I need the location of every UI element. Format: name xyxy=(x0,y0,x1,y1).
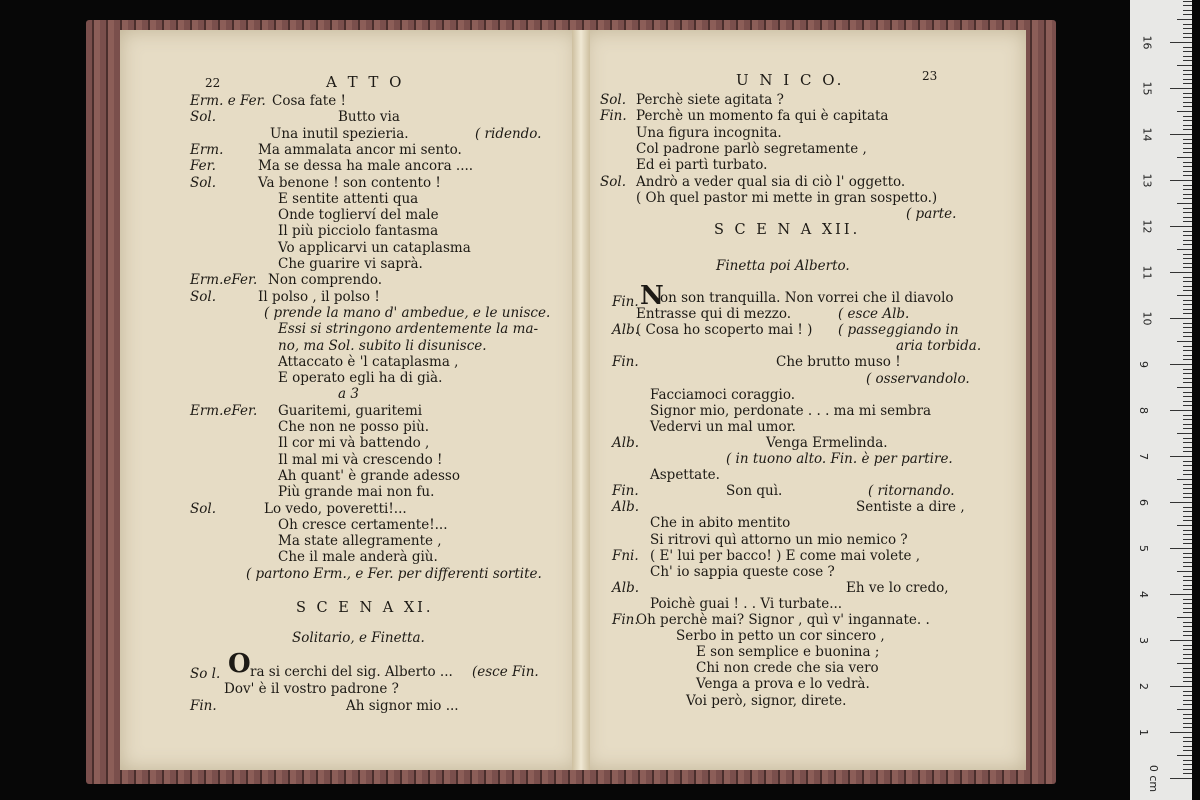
ruler-tick xyxy=(1177,203,1192,204)
ruler-tick xyxy=(1183,396,1192,397)
ruler-tick xyxy=(1183,401,1192,402)
stage-direction: ( parte. xyxy=(906,206,957,223)
ruler-tick xyxy=(1183,281,1192,282)
ruler-tick xyxy=(1183,704,1192,705)
ruler-tick xyxy=(1177,663,1192,664)
speaker-name: Erm. xyxy=(190,141,224,158)
ruler-tick xyxy=(1183,750,1192,751)
ruler-tick xyxy=(1183,589,1192,590)
verse-line: Onde toglierví del male xyxy=(278,207,439,224)
ruler-tick xyxy=(1183,208,1192,209)
ruler-tick xyxy=(1183,254,1192,255)
ruler-tick xyxy=(1170,640,1192,641)
ruler-tick xyxy=(1183,152,1192,153)
verse-line: Butto via xyxy=(338,109,400,126)
ruler-tick xyxy=(1177,387,1192,388)
verse-line: Son quì. xyxy=(726,483,783,500)
ruler-tick xyxy=(1183,746,1192,747)
ruler-tick xyxy=(1183,28,1192,29)
ruler-tick xyxy=(1183,378,1192,379)
speaker-name: Alb. xyxy=(612,434,639,451)
ruler-tick xyxy=(1183,263,1192,264)
ruler-number: 16 xyxy=(1140,35,1154,50)
ruler-tick xyxy=(1183,718,1192,719)
drop-capital: N xyxy=(640,281,664,311)
ruler-tick xyxy=(1183,235,1192,236)
ruler-tick xyxy=(1183,125,1192,126)
ruler-tick xyxy=(1170,778,1192,779)
ruler-tick xyxy=(1183,764,1192,765)
verse-line: ( Cosa ho scoperto mai ! ) xyxy=(636,322,813,339)
verse-line: Guaritemi, guaritemi xyxy=(278,402,423,419)
ruler-tick xyxy=(1183,300,1192,301)
verse-line: Che non ne posso più. xyxy=(278,419,430,435)
ruler-tick xyxy=(1170,548,1192,549)
ruler-tick xyxy=(1170,502,1192,503)
ruler-tick xyxy=(1183,723,1192,724)
speaker-name: Fin. xyxy=(612,483,639,500)
ruler-tick xyxy=(1183,603,1192,604)
verse-line: Ed ei partì turbato. xyxy=(636,157,768,174)
ruler-tick xyxy=(1183,143,1192,144)
ruler-tick xyxy=(1183,727,1192,728)
speaker-name: Erm.eFer. xyxy=(190,402,258,419)
speaker-name: Alb. xyxy=(612,579,639,596)
ruler-tick xyxy=(1183,658,1192,659)
ruler-number: 8 xyxy=(1137,407,1150,414)
ruler-tick xyxy=(1183,553,1192,554)
ruler-tick xyxy=(1170,410,1192,411)
ruler-tick xyxy=(1183,346,1192,347)
stage-direction: ( partono Erm., e Fer. per differenti sortite. xyxy=(246,565,542,582)
ruler-tick xyxy=(1183,451,1192,452)
ruler-tick xyxy=(1183,392,1192,393)
speaker-name: So l. xyxy=(190,666,221,682)
verse-line: Entrasse qui di mezzo. xyxy=(636,306,792,323)
verse-line: Venga a prova e lo vedrà. xyxy=(696,676,870,693)
ruler-tick xyxy=(1183,70,1192,71)
ruler-tick xyxy=(1183,576,1192,577)
ruler-tick xyxy=(1183,737,1192,738)
ruler-tick xyxy=(1177,19,1192,20)
ruler-number: 3 xyxy=(1137,637,1150,644)
speaker-name: Alb. xyxy=(612,499,639,516)
ruler-tick xyxy=(1183,212,1192,213)
verse-line: Ch' io sappia queste cose ? xyxy=(650,563,835,580)
ruler-tick xyxy=(1183,488,1192,489)
verse-line: Andrò a veder qual sia di ciò l' oggetto. xyxy=(636,173,906,190)
ruler-tick xyxy=(1183,442,1192,443)
verse-line: Lo vedo, poveretti!... xyxy=(264,500,407,517)
ruler-tick xyxy=(1177,111,1192,112)
verse-line: Oh perchè mai? Signor , quì v' ingannate. . xyxy=(636,612,930,628)
ruler-tick xyxy=(1183,185,1192,186)
verse-line: Che il male anderà giù. xyxy=(278,549,438,566)
ruler-number: 15 xyxy=(1140,81,1154,96)
ruler-tick xyxy=(1183,120,1192,121)
ruler-tick xyxy=(1183,5,1192,6)
ruler-tick xyxy=(1183,323,1192,324)
speaker-name: Fin. xyxy=(612,294,639,310)
verse-line: Si ritrovi quì attorno un mio nemico ? xyxy=(650,531,908,548)
verse-line: Aspettate. xyxy=(650,467,720,484)
ruler-tick xyxy=(1183,162,1192,163)
ruler-tick xyxy=(1183,60,1192,61)
ruler-number: 4 xyxy=(1137,591,1150,598)
ruler-tick xyxy=(1183,769,1192,770)
ruler-tick xyxy=(1183,760,1192,761)
ruler-tick xyxy=(1183,189,1192,190)
ruler-tick xyxy=(1183,543,1192,544)
verse-line: Ma ammalata ancor mi sento. xyxy=(258,141,462,158)
verse-line: Il cor mi và battendo , xyxy=(278,435,430,452)
ruler-tick xyxy=(1183,359,1192,360)
ruler-tick xyxy=(1183,773,1192,774)
ruler-tick xyxy=(1183,612,1192,613)
ruler-tick xyxy=(1183,405,1192,406)
stage-direction: ( passeggiando in xyxy=(838,322,959,339)
ruler-tick xyxy=(1183,355,1192,356)
ruler-tick xyxy=(1170,88,1192,89)
ruler-tick xyxy=(1170,364,1192,365)
ruler-tick xyxy=(1170,686,1192,687)
running-header: A T T O xyxy=(326,73,405,91)
ruler-tick xyxy=(1170,732,1192,733)
ruler-tick xyxy=(1183,51,1192,52)
ruler-tick xyxy=(1183,622,1192,623)
ruler-tick xyxy=(1183,566,1192,567)
verse-line: Sentiste a dire , xyxy=(856,499,965,516)
speaker-name: Sol. xyxy=(600,92,626,108)
ruler-tick xyxy=(1183,654,1192,655)
ruler-tick xyxy=(1183,557,1192,558)
ruler-tick xyxy=(1183,24,1192,25)
speaker-name: Fin. xyxy=(612,354,639,371)
ruler-tick xyxy=(1183,507,1192,508)
ruler-tick xyxy=(1183,530,1192,531)
ruler-tick xyxy=(1183,290,1192,291)
ruler-tick xyxy=(1183,244,1192,245)
ruler-tick xyxy=(1183,461,1192,462)
verse-line: Chi non crede che sia vero xyxy=(696,660,879,677)
verse-line: Vo applicarvi un cataplasma xyxy=(278,239,471,256)
ruler-tick xyxy=(1170,180,1192,181)
ruler-tick xyxy=(1170,226,1192,227)
verse-line: Voi però, signor, direte. xyxy=(686,692,847,709)
ruler-tick xyxy=(1183,700,1192,701)
ruler-tick xyxy=(1170,456,1192,457)
verse-line: Che in abito mentito xyxy=(650,515,791,532)
ruler-tick xyxy=(1183,37,1192,38)
stage-direction: ( prende la mano d' ambedue, e le unisce. xyxy=(264,304,551,321)
stage-direction: ( esce Alb. xyxy=(838,306,910,323)
scene-title: S C E N A XI. xyxy=(296,600,434,616)
stage-direction: a 3 xyxy=(338,386,359,403)
ruler-tick xyxy=(1183,474,1192,475)
verse-line: Perchè siete agitata ? xyxy=(636,92,784,108)
ruler-tick xyxy=(1183,258,1192,259)
ruler-tick xyxy=(1183,635,1192,636)
verse-line: ( E' lui per bacco! ) E come mai volete , xyxy=(650,547,921,564)
speaker-name: Fin. xyxy=(612,612,639,628)
ruler-tick xyxy=(1177,249,1192,250)
stage-direction: ( ridendo. xyxy=(475,125,542,142)
verse-line: Col padrone parlò segretamente , xyxy=(636,140,867,157)
ruler-tick xyxy=(1177,755,1192,756)
book-gutter xyxy=(572,30,590,770)
ruler-tick xyxy=(1177,617,1192,618)
verse-line: Ma state allegramente , xyxy=(278,533,442,550)
scene-title: S C E N A XII. xyxy=(714,222,861,238)
ruler-tick xyxy=(1177,65,1192,66)
ruler-tick xyxy=(1183,438,1192,439)
ruler-tick xyxy=(1177,341,1192,342)
ruler-tick xyxy=(1183,599,1192,600)
verse-line: Ma se dessa ha male ancora .... xyxy=(258,158,474,175)
speaker-name: Erm. e Fer. xyxy=(190,93,266,109)
ruler-tick xyxy=(1177,479,1192,480)
verse-line: Poichè guai ! . . Vi turbate... xyxy=(650,595,843,612)
ruler-tick xyxy=(1183,580,1192,581)
ruler-tick xyxy=(1183,10,1192,11)
ruler-tick xyxy=(1183,631,1192,632)
speaker-name: Fin. xyxy=(600,108,627,125)
ruler-tick xyxy=(1183,419,1192,420)
ruler-number: 14 xyxy=(1140,127,1154,142)
drop-capital: O xyxy=(228,649,251,679)
speaker-name: Fer. xyxy=(190,158,216,175)
verse-line: Va benone ! son contento ! xyxy=(258,174,441,191)
ruler-tick xyxy=(1183,677,1192,678)
ruler-tick xyxy=(1183,102,1192,103)
stage-direction: aria torbida. xyxy=(896,338,982,355)
ruler-tick xyxy=(1183,74,1192,75)
ruler-tick xyxy=(1183,415,1192,416)
ruler-tick xyxy=(1183,139,1192,140)
verse-line: Attaccato è 'l cataplasma , xyxy=(278,353,459,370)
verse-line: ra si cerchi del sig. Alberto ... xyxy=(250,664,453,680)
ruler-number: 9 xyxy=(1137,361,1150,368)
speaker-name: Sol. xyxy=(190,500,216,517)
ruler-tick xyxy=(1170,318,1192,319)
verse-line: Una figura incognita. xyxy=(636,124,782,141)
ruler-tick xyxy=(1183,484,1192,485)
ruler-tick xyxy=(1177,157,1192,158)
verse-line: E sentite attenti qua xyxy=(278,190,419,207)
ruler-tick xyxy=(1183,231,1192,232)
ruler-tick xyxy=(1183,382,1192,383)
ruler-tick xyxy=(1183,194,1192,195)
ruler-number: 13 xyxy=(1140,173,1154,188)
ruler-number: 7 xyxy=(1137,453,1150,460)
ruler-tick xyxy=(1170,594,1192,595)
ruler-tick xyxy=(1183,304,1192,305)
ruler-tick xyxy=(1183,221,1192,222)
ruler-tick xyxy=(1183,350,1192,351)
ruler-tick xyxy=(1183,424,1192,425)
verse-line: E operato egli ha di già. xyxy=(278,370,443,387)
stage-direction: ( osservandolo. xyxy=(866,370,970,387)
ruler-tick xyxy=(1183,33,1192,34)
ruler-tick xyxy=(1183,267,1192,268)
ruler-tick xyxy=(1183,649,1192,650)
ruler-tick xyxy=(1183,672,1192,673)
verse-line: Ah quant' è grande adesso xyxy=(278,467,460,484)
ruler-tick xyxy=(1183,116,1192,117)
ruler-tick xyxy=(1183,626,1192,627)
ruler-number: 10 xyxy=(1140,311,1154,326)
ruler-tick xyxy=(1177,525,1192,526)
speaker-name: Alb. xyxy=(612,322,639,339)
ruler-tick xyxy=(1183,585,1192,586)
ruler-tick xyxy=(1183,373,1192,374)
ruler-tick xyxy=(1183,497,1192,498)
speaker-name: Erm.eFer. xyxy=(190,272,258,289)
verse-line: E son semplice e buonina ; xyxy=(696,644,880,661)
ruler-tick xyxy=(1183,1,1192,2)
stage-direction: (esce Fin. xyxy=(472,664,539,680)
ruler-number: 12 xyxy=(1140,219,1154,234)
verse-line: Signor mio, perdonate . . . ma mi sembra xyxy=(650,402,932,419)
ruler-tick xyxy=(1183,562,1192,563)
verse-line: Cosa fate ! xyxy=(272,93,346,109)
ruler-tick xyxy=(1183,668,1192,669)
verse-line: Una inutil spezieria. xyxy=(270,125,409,142)
ruler-tick xyxy=(1183,106,1192,107)
ruler-tick xyxy=(1183,493,1192,494)
stage-direction: ( in tuono alto. Fin. è per partire. xyxy=(726,451,953,467)
ruler-number: 5 xyxy=(1137,545,1150,552)
ruler-number: 1 xyxy=(1137,729,1150,736)
ruler-tick xyxy=(1183,309,1192,310)
verse-line: Che brutto muso ! xyxy=(776,354,901,371)
verse-line: Venga Ermelinda. xyxy=(766,434,888,451)
page-number: 22 xyxy=(205,76,221,90)
speaker-name: Sol. xyxy=(190,288,216,305)
verse-line: Più grande mai non fu. xyxy=(278,484,435,501)
ruler-tick xyxy=(1183,520,1192,521)
verse-line: Il polso , il polso ! xyxy=(258,288,380,305)
ruler-tick xyxy=(1183,129,1192,130)
page-number: 23 xyxy=(922,69,938,83)
speaker-name: Fni. xyxy=(612,547,639,564)
verse-line: Che guarire vi saprà. xyxy=(278,256,423,272)
ruler-tick xyxy=(1183,539,1192,540)
verse-line: Perchè un momento fa qui è capitata xyxy=(636,108,889,125)
stage-direction: Essi si stringono ardentemente la ma- xyxy=(278,321,539,338)
ruler-number: 6 xyxy=(1137,499,1150,506)
speaker-name: Sol. xyxy=(600,173,626,190)
verse-line: Non comprendo. xyxy=(268,272,383,289)
ruler-tick xyxy=(1183,171,1192,172)
ruler-tick xyxy=(1183,681,1192,682)
ruler-tick xyxy=(1183,286,1192,287)
ruler-tick xyxy=(1183,93,1192,94)
ruler-number: 2 xyxy=(1137,683,1150,690)
ruler-tick xyxy=(1183,741,1192,742)
ruler-tick xyxy=(1183,47,1192,48)
running-header: U N I C O. xyxy=(736,71,845,89)
ruler-tick xyxy=(1183,511,1192,512)
ruler-tick xyxy=(1183,83,1192,84)
measuring-ruler xyxy=(1130,0,1192,800)
verse-line: Dov' è il vostro padrone ? xyxy=(224,681,399,697)
ruler-tick xyxy=(1183,714,1192,715)
ruler-tick xyxy=(1183,277,1192,278)
verse-line: Serbo in petto un cor sincero , xyxy=(676,628,885,645)
ruler-tick xyxy=(1183,175,1192,176)
scene-characters: Solitario, e Finetta. xyxy=(292,630,425,646)
ruler-tick xyxy=(1177,709,1192,710)
ruler-tick xyxy=(1183,369,1192,370)
ruler-tick xyxy=(1183,447,1192,448)
ruler-number: 11 xyxy=(1140,265,1154,280)
ruler-tick xyxy=(1177,433,1192,434)
ruler-tick xyxy=(1183,14,1192,15)
verse-line: Oh cresce certamente!... xyxy=(278,516,448,533)
ruler-tick xyxy=(1183,534,1192,535)
ruler-tick xyxy=(1170,272,1192,273)
ruler-tick xyxy=(1183,470,1192,471)
stage-direction: ( ritornando. xyxy=(868,483,955,500)
ruler-tick xyxy=(1183,608,1192,609)
ruler-tick xyxy=(1177,571,1192,572)
ruler-tick xyxy=(1183,79,1192,80)
scene-characters: Finetta poi Alberto. xyxy=(716,258,850,274)
ruler-tick xyxy=(1177,295,1192,296)
ruler-tick xyxy=(1183,56,1192,57)
ruler-tick xyxy=(1183,97,1192,98)
ruler-number: 0 cm xyxy=(1147,764,1161,793)
ruler-tick xyxy=(1183,428,1192,429)
ruler-tick xyxy=(1183,695,1192,696)
verse-line: Ah signor mio ... xyxy=(346,698,459,714)
ruler-tick xyxy=(1183,465,1192,466)
speaker-name: Fin. xyxy=(190,698,217,714)
ruler-tick xyxy=(1183,691,1192,692)
ruler-tick xyxy=(1183,148,1192,149)
speaker-name: Sol. xyxy=(190,109,216,126)
stage-direction: no, ma Sol. subito li disunisce. xyxy=(278,337,487,354)
ruler-tick xyxy=(1183,240,1192,241)
verse-line: Il mal mi và crescendo ! xyxy=(278,451,443,468)
ruler-tick xyxy=(1183,332,1192,333)
ruler-tick xyxy=(1170,134,1192,135)
ruler-tick xyxy=(1183,217,1192,218)
verse-line: Facciamoci coraggio. xyxy=(650,386,796,403)
verse-line: on son tranquilla. Non vorrei che il diavolo xyxy=(660,290,954,306)
ruler-tick xyxy=(1183,166,1192,167)
ruler-tick xyxy=(1183,198,1192,199)
verse-line: Eh ve lo credo, xyxy=(846,579,949,596)
ruler-tick xyxy=(1183,327,1192,328)
verse-line: Vedervi un mal umor. xyxy=(650,418,796,435)
ruler-tick xyxy=(1183,336,1192,337)
verse-line: Il più picciolo fantasma xyxy=(278,223,439,240)
ruler-tick xyxy=(1183,313,1192,314)
speaker-name: Sol. xyxy=(190,174,216,191)
ruler-tick xyxy=(1170,42,1192,43)
verse-line: ( Oh quel pastor mi mette in gran sospetto.) xyxy=(636,189,938,206)
ruler-tick xyxy=(1183,645,1192,646)
ruler-tick xyxy=(1183,516,1192,517)
